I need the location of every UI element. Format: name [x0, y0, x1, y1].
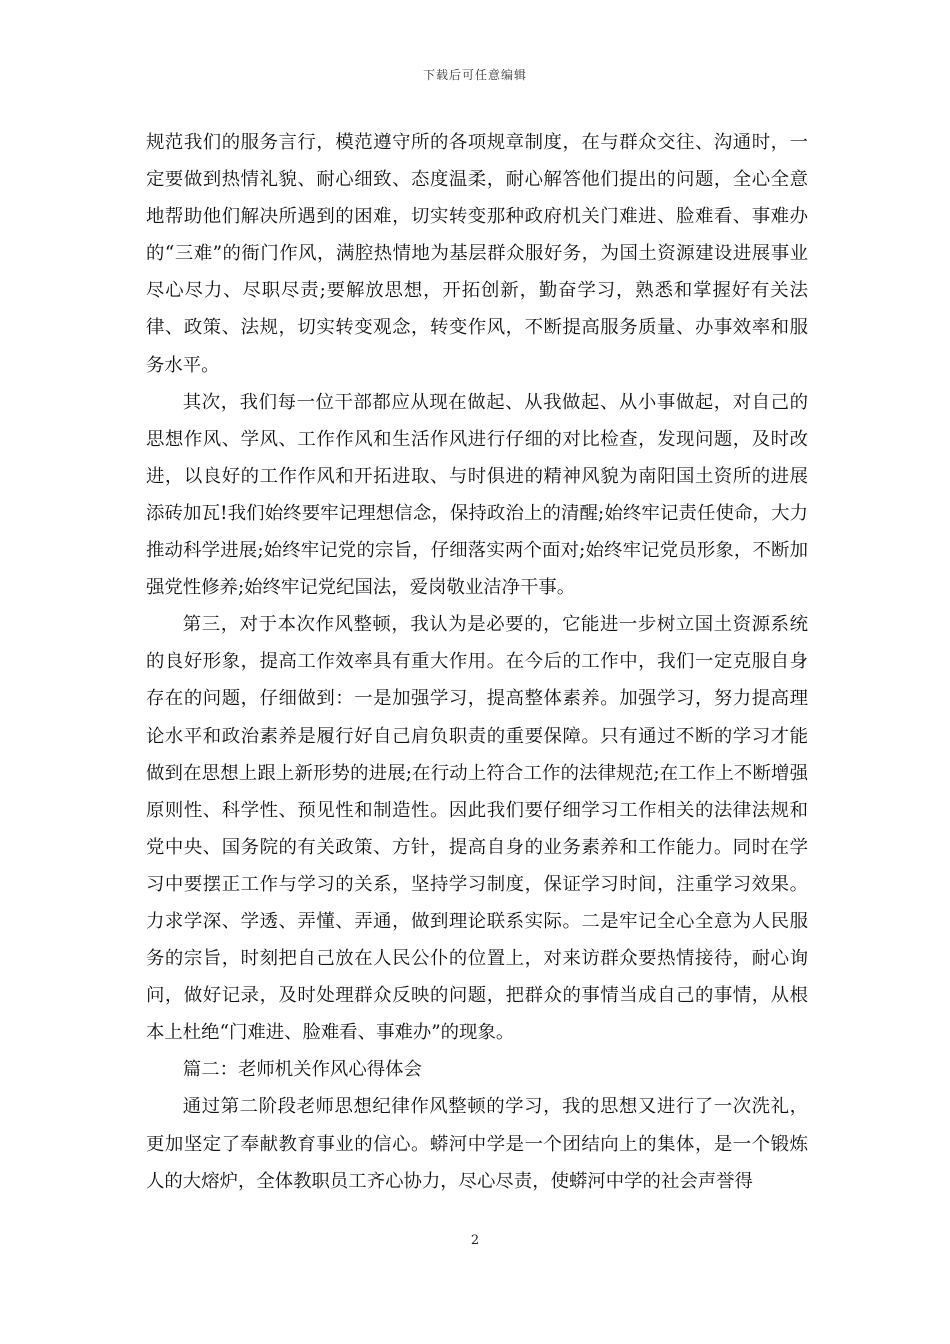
paragraph: 第三，对于本次作风整顿，我认为是必要的，它能进一步树立国土资源系统的良好形象，提高工作效率具有重大作用。在今后的工作中，我们一定克服自身存在的问题，仔细做到：一是加强学习，提高整体素养。加强学习，努力提高理论水平和政治素养是履行好自己肩负职责的重要保障。只有通过不断的学习才能做到在思想上跟上新形势的进展;在行动上符合工作的法律规范;在工作上不断增强原则性、科学性、预见性和制造性。因此我们要仔细学习工作相关的法律法规和党中央、国务院的有关政策、方针，提高自身的业务素养和工作能力。同时在学习中要摆正工作与学习的关系，坚持学习制度，保证学习时间，注重学习效果。力求学深、学透、弄懂、弄通，做到理论联系实际。二是牢记全心全意为人民服务的宗旨，时刻把自己放在人民公仆的位置上，对来访群众要热情接待，耐心询问，做好记录，及时处理群众反映的问题，把群众的事情当成自己的事情，从根本上杜绝“门难进、脸难看、事难办”的现象。: [146, 614, 808, 1044]
paragraph: 通过第二阶段老师思想纪律作风整顿的学习，我的思想又进行了一次洗礼，更加坚定了奉献教育事业的信心。蟒河中学是一个团结向上的集体，是一个锻炼人的大熔炉，全体教职员工齐心协力，尽心尽责，使蟒河中学的社会声誉得: [146, 1096, 808, 1192]
section-heading: 篇二：老师机关作风心得体会: [182, 1059, 422, 1081]
paragraph: 规范我们的服务言行，模范遵守所的各项规章制度，在与群众交往、沟通时，一定要做到热情礼貌、耐心细致、态度温柔，耐心解答他们提出的问题，全心全意地帮助他们解决所遇到的困难，切实转变那种政府机关门难进、脸难看、事难办的“三难”的衙门作风，满腔热情地为基层群众服好务，为国土资源建设进展事业尽心尽力、尽职尽责;要解放思想，开拓创新，勤奋学习，熟悉和掌握好有关法律、政策、法规，切实转变观念，转变作风，不断提高服务质量、办事效率和服务水平。: [146, 132, 808, 376]
page-header: 下载后可任意编辑: [422, 68, 527, 82]
document-body: [146, 124, 808, 1200]
page-number: 2: [470, 1233, 480, 1248]
paragraph: 其次，我们每一位干部都应从现在做起、从我做起、从小事做起，对自己的思想作风、学风、工作作风和生活作风进行仔细的对比检查，发现问题，及时改进，以良好的工作作风和开拓进取、与时俱进的精神风貌为南阳国土资所的进展添砖加瓦!我们始终要牢记理想信念，保持政治上的清醒;始终牢记责任使命，大力推动科学进展;始终牢记党的宗旨，仔细落实两个面对;始终牢记党员形象，不断加强党性修养;始终牢记党纪国法，爱岗敬业洁净干事。: [146, 391, 808, 599]
